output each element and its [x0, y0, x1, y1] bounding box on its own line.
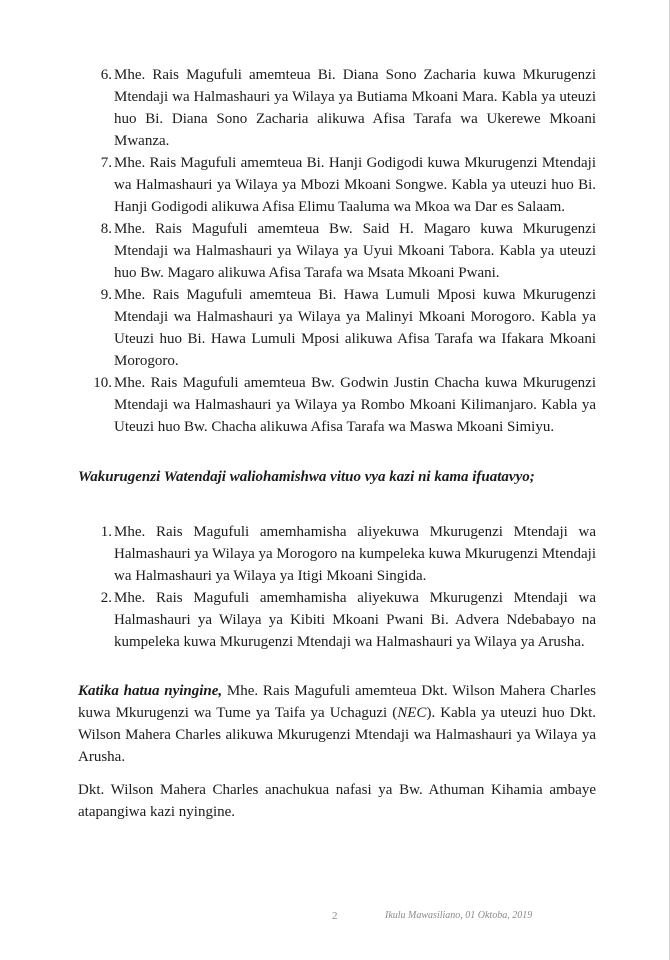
item-number: 2.: [100, 590, 112, 606]
paragraph-text: Mhe. Rais Magufuli amemteua Dkt. Wilson Mahera Charles kuwa Mkurugenzi wa Tume ya Taifa ya Uchaguzi (: [78, 683, 596, 721]
item-text: Mhe. Rais Magufuli amemteua Bw. Godwin Justin Chacha kuwa Mkurugenzi Mtendaji wa Halmashauri ya Wilaya ya Rombo Mkoani Kilimanjaro. Kabla ya Uteuzi huo Bw. Chacha alikuwa Afisa Tarafa wa Maswa Mkoani Simiyu.: [114, 375, 596, 435]
item-text: Mhe. Rais Magufuli amemhamisha aliyekuwa Mkurugenzi Mtendaji wa Halmashauri ya Wilaya ya Kibiti Mkoani Pwani Bi. Advera Ndebabayo na kumpeleka kuwa Mkurugenzi Mtendaji wa Halmashauri ya Wilaya ya Arusha.: [114, 590, 596, 650]
transfers-list: [78, 521, 596, 653]
page-number: 2: [332, 910, 338, 922]
item-number: 1.: [100, 524, 112, 540]
item-text: Mhe. Rais Magufuli amemteua Bi. Hawa Lumuli Mposi kuwa Mkurugenzi Mtendaji wa Halmashauri ya Wilaya ya Malinyi Mkoani Morogoro. Kabla ya Uteuzi huo Bi. Hawa Lumuli Mposi alikuwa Afisa Tarafa wa Ifakara Mkoani Morogoro.: [114, 287, 596, 369]
item-text: Mhe. Rais Magufuli amemteua Bw. Said H. Magaro kuwa Mkurugenzi Mtendaji wa Halmashauri ya Wilaya ya Uyui Mkoani Tabora. Kabla ya uteuzi huo Bw. Magaro alikuwa Afisa Tarafa wa Msata Mkoani Pwani.: [114, 221, 596, 281]
item-text: Mhe. Rais Magufuli amemteua Bi. Hanji Godigodi kuwa Mkurugenzi Mtendaji wa Halmashauri ya Wilaya ya Mbozi Mkoani Songwe. Kabla ya uteuzi huo Bi. Hanji Godigodi alikuwa Afisa Elimu Taaluma wa Mkoa wa Dar es Salaam.: [114, 155, 596, 215]
list-item: [78, 284, 596, 372]
item-text: Mhe. Rais Magufuli amemteua Bi. Diana Sono Zacharia kuwa Mkurugenzi Mtendaji wa Halmashauri ya Wilaya ya Butiama Mkoani Mara. Kabla ya uteuzi huo Bi. Diana Sono Zacharia alikuwa Afisa Tarafa wa Ukerewe Mkoani Mwanza.: [114, 67, 596, 149]
abbreviation: NEC: [397, 705, 427, 721]
item-number: 8.: [100, 221, 112, 237]
paragraph-lead: Katika hatua nyingine,: [78, 683, 223, 699]
list-item: [78, 218, 596, 284]
item-number: 10.: [93, 375, 112, 391]
section-heading: Wakurugenzi Watendaji waliohamishwa vituo vya kazi ni kama ifuatavyo;: [78, 469, 535, 485]
paragraph-replacement: Dkt. Wilson Mahera Charles anachukua nafasi ya Bw. Athuman Kihamia ambaye atapangiwa kazi nyingine.: [78, 782, 596, 820]
item-number: 9.: [100, 287, 112, 303]
list-item: [78, 64, 596, 152]
list-item: [78, 587, 596, 653]
item-text: Mhe. Rais Magufuli amemhamisha aliyekuwa Mkurugenzi Mtendaji wa Halmashauri ya Wilaya ya Morogoro na kumpeleka kuwa Mkurugenzi Mtendaji wa Halmashauri ya Wilaya ya Itigi Mkoani Singida.: [114, 524, 596, 584]
appointments-list: [78, 64, 596, 438]
list-item: [78, 521, 596, 587]
paragraph-text: ). Kabla ya uteuzi huo Dkt. Wilson Mahera Charles alikuwa Mkurugenzi Mtendaji wa Halmashauri ya Wilaya ya Arusha.: [78, 705, 596, 765]
list-item: [78, 152, 596, 218]
footer-note: Ikulu Mawasiliano, 01 Oktoba, 2019: [385, 910, 533, 921]
item-number: 7.: [100, 155, 112, 171]
paragraph-nec-appointment: [78, 680, 596, 768]
list-item: [78, 372, 596, 438]
item-number: 6.: [100, 67, 112, 83]
